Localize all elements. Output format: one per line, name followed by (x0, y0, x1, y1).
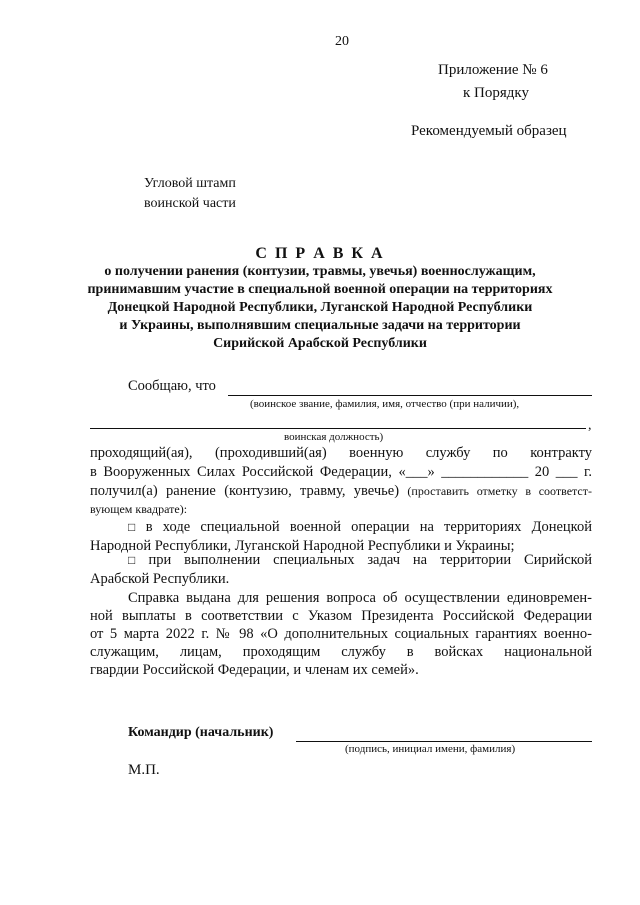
title-line-5: Сирийской Арабской Республики (213, 336, 427, 351)
line-received (90, 483, 592, 500)
option1-line-2: Народной Республики, Луганской Народной Республики и Украины; (90, 538, 515, 554)
option2-line-2: Арабской Республики. (90, 571, 230, 587)
commander-label: Командир (начальник) (128, 725, 274, 740)
para-line-3: от 5 марта 2022 г. № 98 «О дополнительных социальных гарантиях военно- (90, 626, 592, 642)
page-number: 20 (335, 34, 349, 49)
checkbox-icon[interactable]: □ (128, 520, 142, 534)
seal-label: М.П. (128, 762, 160, 778)
title-line-3: Донецкой Народной Республики, Луганской Народной Республики (107, 300, 533, 315)
report-label: Сообщаю, что (128, 378, 216, 394)
title-heading: С П Р А В К А (255, 245, 385, 262)
para-line-5: гвардии Российской Федерации, и членам их семей». (90, 662, 419, 678)
para-line-2: ной выплаты в соответствии с Указом Президента Российской Федерации (90, 608, 592, 624)
option2-line-1 (128, 552, 592, 569)
line-forces: в Вооруженных Силах Российской Федерации, «___» ____________ 20 ___ г. (90, 464, 592, 480)
name-field-line (228, 395, 592, 396)
position-field-line (90, 428, 586, 429)
name-field-hint: (воинское звание, фамилия, имя, отчество (при наличии), (250, 398, 520, 410)
stamp-line-1: Угловой штамп (144, 176, 236, 191)
title-line-4: и Украины, выполнявшим специальные задачи на территории (119, 318, 521, 333)
signature-line (296, 741, 592, 742)
option1-line-1 (128, 519, 592, 536)
sample-label: Рекомендуемый образец (411, 123, 567, 139)
title-line-1: о получении ранения (контузии, травмы, увечья) военнослужащим, (104, 264, 536, 279)
option2-text: при выполнении специальных задач на территории Сирийской (148, 552, 592, 568)
appendix-line-2: к Порядку (463, 85, 529, 101)
line-served: проходящий(ая), (проходивший(ая) военную службу по контракту (90, 445, 592, 461)
received-hint: (проставить отметку в соответст- (407, 484, 592, 498)
position-field-comma: , (588, 418, 592, 433)
option1-text: в ходе специальной военной операции на территориях Донецкой (145, 519, 592, 535)
received-text: получил(а) ранение (контузию, травму, увечье) (90, 483, 400, 499)
stamp-line-2: воинской части (144, 196, 236, 211)
appendix-line-1: Приложение № 6 (438, 62, 548, 78)
signature-hint: (подпись, инициал имени, фамилия) (345, 743, 516, 755)
position-field-hint: воинская должность) (284, 431, 384, 443)
para-line-4: служащим, лицам, проходящим службу в войсках национальной (90, 644, 592, 660)
checkbox-icon[interactable]: □ (128, 553, 145, 567)
received-hint-cont: вующем квадрате): (90, 502, 188, 516)
para-line-1: Справка выдана для решения вопроса об осуществлении единовремен- (128, 590, 592, 606)
title-line-2: принимавшим участие в специальной военной операции на территориях (87, 282, 553, 297)
